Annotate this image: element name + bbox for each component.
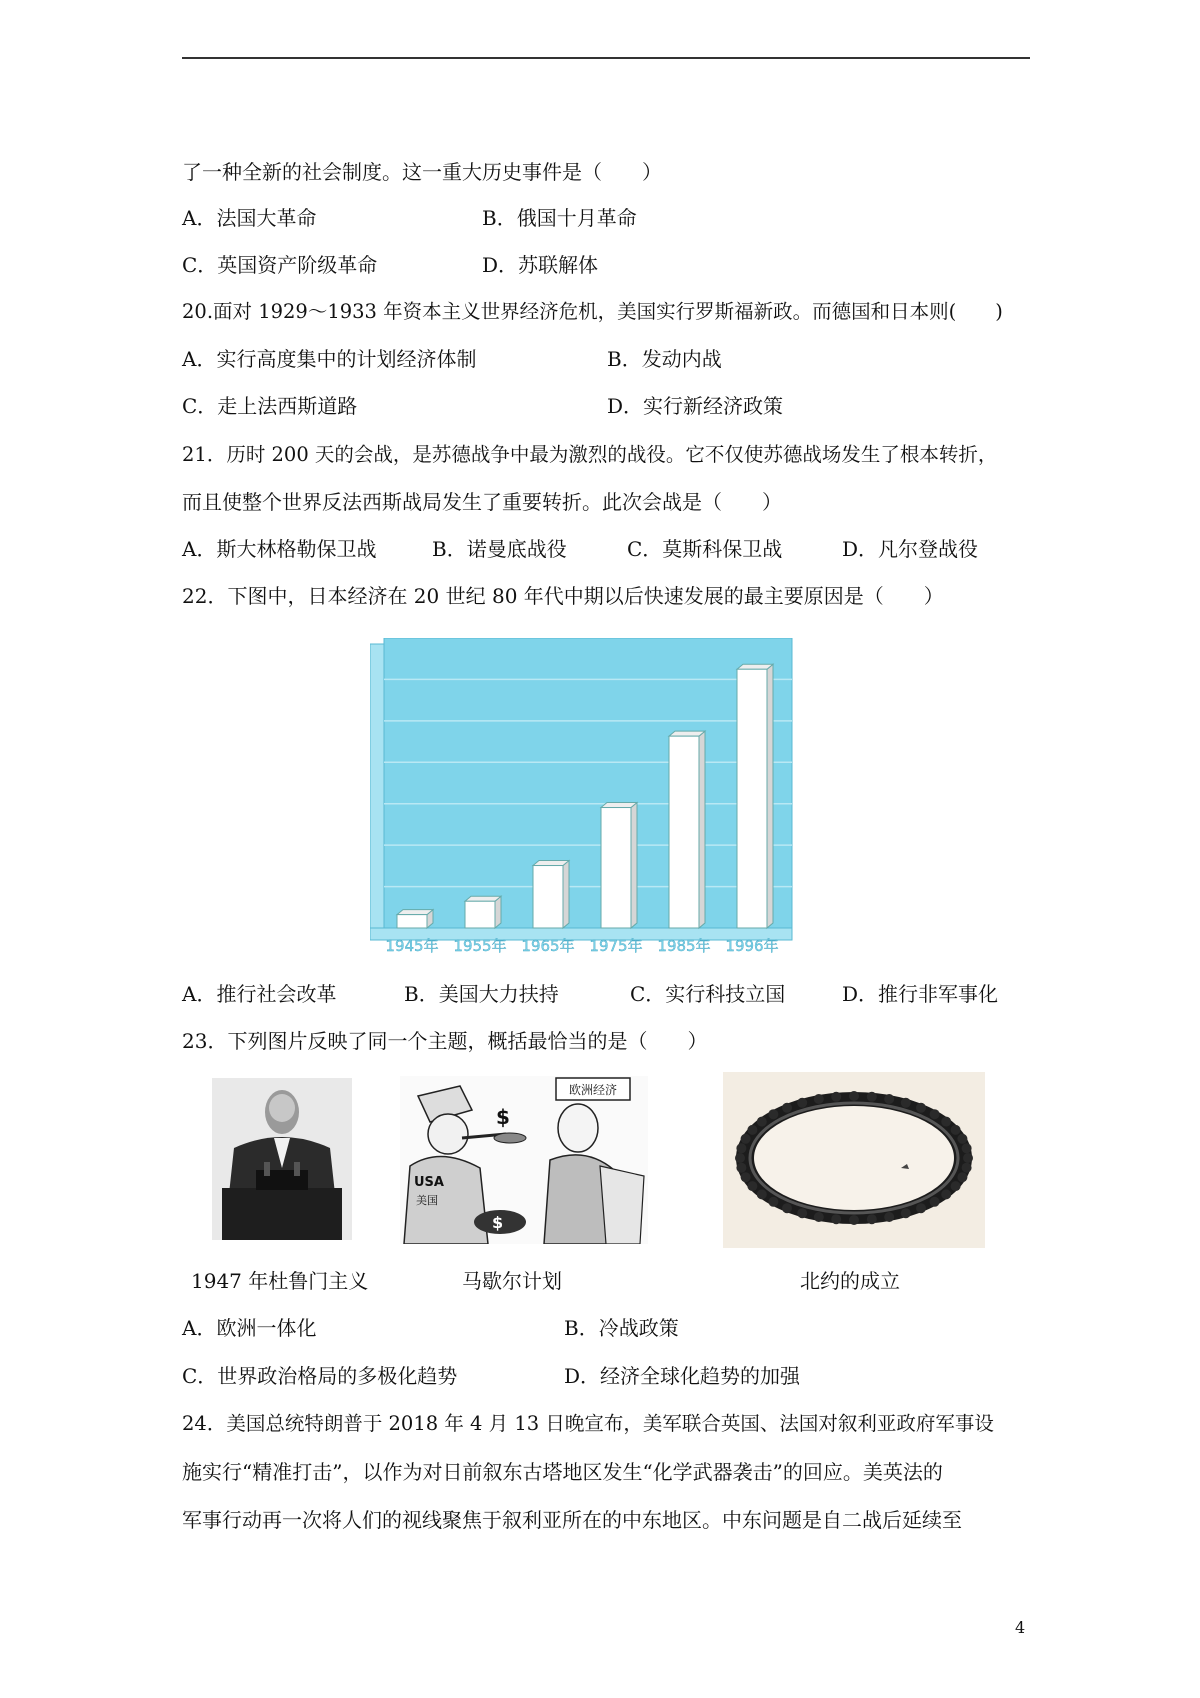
q22-option-a: A．推行社会改革: [182, 982, 337, 1006]
q22-option-b: B．美国大力扶持: [404, 982, 559, 1006]
q22-option-d: D．推行非军事化: [842, 982, 999, 1006]
chart-bar-top: [737, 664, 773, 669]
nato-delegate: [814, 1094, 824, 1104]
nato-delegate: [951, 1125, 961, 1135]
nato-caption: 北约的成立: [800, 1269, 900, 1293]
chart-x-tick-label: 1985年: [657, 937, 711, 953]
meiguo-label: 美国: [416, 1194, 438, 1207]
nato-delegate: [867, 1092, 877, 1102]
nato-delegate: [951, 1181, 961, 1191]
chart-x-tick-label: 1996年: [725, 937, 779, 953]
nato-delegate: [782, 1103, 792, 1113]
nato-delegate: [741, 1172, 751, 1182]
nato-delegate: [831, 1092, 841, 1102]
nato-delegate: [768, 1109, 778, 1119]
q20-options-row1: [182, 347, 1030, 371]
chart-bar-side: [631, 803, 637, 928]
q23-option-c: C．世界政治格局的多极化趋势: [182, 1364, 458, 1388]
chart-bar-front: [533, 866, 563, 928]
q21-option-d: D．凡尔登战役: [842, 537, 979, 561]
chart-bar-front: [601, 808, 631, 928]
chart-bar-top: [397, 910, 433, 915]
nato-delegate: [901, 1098, 911, 1108]
nato-delegate: [757, 1189, 767, 1199]
nato-delegate: [884, 1094, 894, 1104]
chart-bar: [465, 896, 501, 928]
nato-delegate: [849, 1215, 859, 1225]
nato-delegate: [916, 1203, 926, 1213]
q19-option-d: D．苏联解体: [482, 253, 599, 277]
nato-delegate: [962, 1163, 972, 1173]
q24-stem-line1: 24．美国总统特朗普于 2018 年 4 月 13 日晚宣布，美军联合英国、法国对叙利亚政府军事设: [182, 1412, 994, 1435]
chart-bar-front: [397, 915, 427, 928]
nato-delegate: [814, 1212, 824, 1222]
chart-bar: [601, 803, 637, 928]
q20-stem: 20.面对 1929～1933 年资本主义世界经济危机，美国实行罗斯福新政。而德国和日本则( ): [182, 300, 1003, 323]
q21-option-c: C．莫斯科保卫战: [627, 537, 783, 561]
q23-options-row2: [182, 1364, 1030, 1388]
nato-delegate: [941, 1117, 951, 1127]
nato-delegate: [741, 1134, 751, 1144]
truman-caption: 1947 年杜鲁门主义: [191, 1269, 369, 1293]
marshall-caption: 马歇尔计划: [462, 1269, 562, 1293]
dollar-bag-icon: $: [492, 1213, 504, 1232]
q19-options-row1: [182, 206, 1030, 230]
chart-bar: [397, 910, 433, 928]
q22-stem: 22．下图中，日本经济在 20 世纪 80 年代中期以后快速发展的最主要原因是（ ）: [182, 584, 944, 608]
nato-delegate: [930, 1109, 940, 1119]
nato-delegate: [831, 1214, 841, 1224]
marshall-plan-cartoon: [400, 1076, 648, 1244]
chart-bar-top: [669, 731, 705, 736]
header-rule: [182, 57, 1030, 59]
nato-delegate: [747, 1181, 757, 1191]
nato-delegate: [867, 1214, 877, 1224]
nato-delegate: [797, 1208, 807, 1218]
chart-bar-side: [767, 664, 773, 928]
chart-x-tick-label: 1975年: [589, 937, 643, 953]
q21-stem-line1: 21．历时 200 天的会战，是苏德战争中最为激烈的战役。它不仅使苏德战场发生了根本转折，: [182, 443, 998, 466]
truman-photo: [212, 1078, 352, 1240]
q20-option-b: B．发动内战: [607, 347, 722, 371]
nato-delegate: [962, 1143, 972, 1153]
chart-bar-top: [465, 896, 501, 901]
q19-options-row2: [182, 253, 1030, 277]
chart-bar-side: [699, 731, 705, 928]
q19-option-c: C．英国资产阶级革命: [182, 253, 378, 277]
nato-founding-photo: [723, 1072, 985, 1248]
chart-bar: [737, 664, 773, 928]
q19-option-b: B．俄国十月革命: [482, 206, 637, 230]
dollar-sign-icon: $: [496, 1105, 510, 1129]
nato-delegate: [941, 1189, 951, 1199]
q21-option-a: A．斯大林格勒保卫战: [182, 537, 377, 561]
q20-option-d: D．实行新经济政策: [607, 394, 784, 418]
nato-delegate: [747, 1125, 757, 1135]
chart-bar-side: [563, 861, 569, 928]
chart-bar-front: [465, 901, 495, 928]
q21-options: [182, 537, 1030, 561]
marshall-sign-label: 欧洲经济: [568, 1083, 618, 1097]
nato-delegate: [736, 1163, 746, 1173]
nato-delegate: [930, 1197, 940, 1207]
q19-stem-end: 了一种全新的社会制度。这一重大历史事件是（ ）: [182, 160, 662, 184]
q20-option-c: C．走上法西斯道路: [182, 394, 358, 418]
nato-delegate: [849, 1091, 859, 1101]
chart-bar-top: [601, 803, 637, 808]
q23-option-d: D．经济全球化趋势的加强: [564, 1364, 801, 1388]
q22-options: [182, 982, 1030, 1006]
nato-delegate: [768, 1197, 778, 1207]
nato-delegate: [957, 1134, 967, 1144]
q23-stem: 23．下列图片反映了同一个主题，概括最恰当的是（ ）: [182, 1029, 708, 1053]
nato-delegate: [797, 1098, 807, 1108]
q22-option-c: C．实行科技立国: [630, 982, 786, 1006]
chart-x-tick-label: 1955年: [453, 937, 507, 953]
nato-delegate: [957, 1172, 967, 1182]
chart-bar-top: [533, 861, 569, 866]
chart-bar: [533, 861, 569, 928]
nato-delegate: [735, 1153, 745, 1163]
chart-bar: [669, 731, 705, 928]
q19-option-a: A．法国大革命: [182, 206, 317, 230]
nato-delegate: [736, 1143, 746, 1153]
nato-delegate: [916, 1103, 926, 1113]
chart-plot-background: [384, 638, 792, 928]
nato-delegate: [782, 1203, 792, 1213]
chart-x-tick-label: 1965年: [521, 937, 575, 953]
q20-options-row2: [182, 394, 1030, 418]
chart-bar-front: [737, 669, 767, 928]
nato-delegate: [884, 1212, 894, 1222]
nato-delegate: [757, 1117, 767, 1127]
nato-delegate: [963, 1153, 973, 1163]
q23-option-a: A．欧洲一体化: [182, 1316, 317, 1340]
q23-option-b: B．冷战政策: [564, 1316, 679, 1340]
nato-delegate: [901, 1208, 911, 1218]
q21-stem-line2: 而且使整个世界反法西斯战局发生了重要转折。此次会战是（ ）: [182, 490, 782, 514]
q23-options-row1: [182, 1316, 1030, 1340]
q21-option-b: B．诺曼底战役: [432, 537, 567, 561]
q24-stem-line3: 军事行动再一次将人们的视线聚焦于叙利亚所在的中东地区。中东问题是自二战后延续至: [182, 1508, 962, 1532]
page-number: 4: [1015, 1618, 1026, 1637]
chart-plot-sidewall: [370, 644, 384, 932]
japan-economy-bar-chart: [370, 638, 825, 953]
q24-stem-line2: 施实行“精准打击”，以作为对日前叙东古塔地区发生“化学武器袭击”的回应。美英法的: [182, 1460, 943, 1484]
chart-x-tick-label: 1945年: [385, 937, 439, 953]
usa-label: USA: [414, 1175, 444, 1190]
chart-bar-front: [669, 736, 699, 928]
q20-option-a: A．实行高度集中的计划经济体制: [182, 347, 477, 371]
